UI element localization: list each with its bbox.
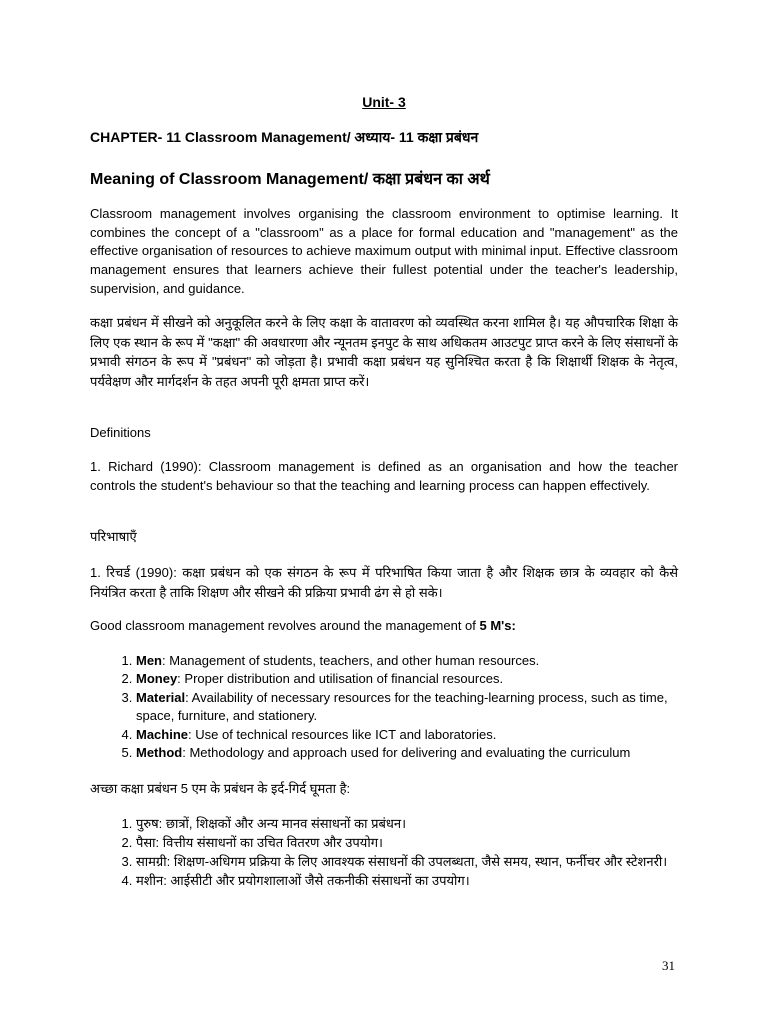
term-desc: : Management of students, teachers, and other human resources. <box>162 653 540 668</box>
list-item: 4. मशीन: आईसीटी और प्रयोगशालाओं जैसे तकनीकी संसाधनों का उपयोग। <box>136 871 678 890</box>
term-desc: : Proper distribution and utilisation of financial resources. <box>177 671 504 687</box>
list-item <box>136 670 678 688</box>
list-item <box>136 652 678 670</box>
five-ms-list-hindi <box>90 814 678 890</box>
term-men: Men <box>136 653 162 668</box>
chapter-title: CHAPTER- 11 Classroom Management/ अध्याय- 11 कक्षा प्रबंधन <box>90 129 479 145</box>
five-ms-intro-text: Good classroom management revolves around the management of <box>90 618 480 633</box>
term-machine: Machine <box>136 726 189 742</box>
list-item <box>136 689 678 726</box>
list-item: 3. सामग्री: शिक्षण-अधिगम प्रक्रिया के लिए आवश्यक संसाधनों की उपलब्धता, जैसे समय, स्थान, फर्नीचर और स्टेशनरी। <box>136 852 678 871</box>
five-ms-intro-hindi: अच्छा कक्षा प्रबंधन 5 एम के प्रबंधन के इर्द-गिर्द घूमता है: <box>90 781 351 796</box>
term-method: Method <box>136 745 183 761</box>
term-money: Money <box>136 671 178 687</box>
term-material: Material <box>136 689 186 705</box>
intro-paragraph-hindi: कक्षा प्रबंधन में सीखने को अनुकूलित करने के लिए कक्षा के वातावरण को व्यवस्थित करना शामिल है। यह औपचारिक शिक्षा के लिए एक स्थान के रूप में "कक्षा" की अवधारणा और न्यूनतम इनपुट के साथ अधिकतम आउटपुट प्राप्त करने के लिए संसाधनों के प्रभावी संगठन के रूप में "प्रबंधन" को जोड़ता है। प्रभावी कक्षा प्रबंधन यह सुनिश्चित करता है कि शिक्षार्थी शिक्षक के नेतृत्व, पर्यवेक्षण और मार्गदर्शन के तहत अपनी पूरी क्षमता प्राप्त करें। <box>90 315 678 389</box>
page-number: 31 <box>662 958 675 973</box>
five-ms-label: 5 M's: <box>479 618 516 633</box>
list-item <box>136 726 678 744</box>
term-desc: : Methodology and approach used for delivering and evaluating the curriculum <box>182 745 631 761</box>
definitions-heading-english: Definitions <box>90 425 151 440</box>
section-title: Meaning of Classroom Management/ कक्षा प्रबंधन का अर्थ <box>90 171 490 188</box>
term-desc: : Use of technical resources like ICT and laboratories. <box>188 726 497 742</box>
definition-richard-hindi: 1. रिचर्ड (1990): कक्षा प्रबंधन को एक संगठन के रूप में परिभाषित किया जाता है और शिक्षक छात्र के व्यवहार को कैसे नियंत्रित करता है ताकि शिक्षण और सीखने की प्रक्रिया प्रभावी ढंग से हो सके। <box>90 565 678 600</box>
definitions-heading-hindi: परिभाषाएँ <box>90 529 137 544</box>
list-item: 2. पैसा: वित्तीय संसाधनों का उचित वितरण और उपयोग। <box>136 833 678 852</box>
five-ms-intro-english <box>90 617 516 635</box>
list-item: 1. पुरुष: छात्रों, शिक्षकों और अन्य मानव संसाधनों का प्रबंधन। <box>136 814 678 833</box>
definition-richard-english: 1. Richard (1990): Classroom management is defined as an organisation and how the teacher controls the student's behaviour so that the teaching and learning process can happen effectively. <box>90 459 678 493</box>
intro-paragraph-english: Classroom management involves organising the classroom environment to optimise learning. It combines the concept of a "classroom" as a place for formal education and "management" as the effective organisation of resources to achieve maximum output with minimal input. Effective classroom management ensures that learners achieve their fullest potential under the teacher's leadership, supervision, and guidance. <box>90 206 678 296</box>
five-ms-list-english <box>90 652 678 762</box>
term-desc: : Availability of necessary resources for the teaching-learning process, such as time, space, furniture, and stationery. <box>136 689 668 724</box>
list-item <box>136 744 678 762</box>
unit-title: Unit- 3 <box>362 94 406 110</box>
